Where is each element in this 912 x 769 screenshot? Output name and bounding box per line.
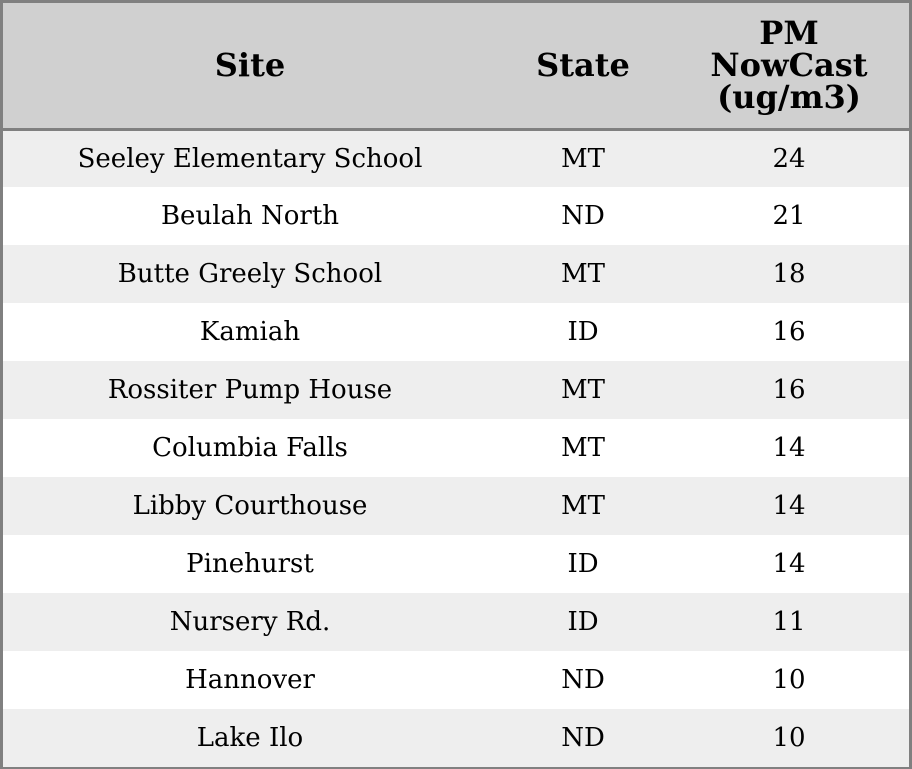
cell-state: ND — [561, 201, 605, 231]
cell-state: ND — [561, 723, 605, 753]
column-header-site: Site — [3, 3, 497, 129]
table-row — [3, 593, 909, 651]
cell-site: Lake Ilo — [196, 723, 304, 753]
cell-state: MT — [561, 433, 605, 463]
table-row — [3, 303, 909, 361]
cell-state: MT — [561, 259, 605, 289]
cell-pm-nowcast: 10 — [772, 665, 806, 695]
table-body — [3, 129, 909, 767]
cell-state: MT — [561, 375, 605, 405]
cell-state: MT — [561, 143, 605, 174]
cell-site: Libby Courthouse — [132, 491, 368, 521]
cell-pm-nowcast: 14 — [772, 433, 806, 463]
cell-site: Kamiah — [199, 317, 301, 347]
cell-state: ID — [567, 317, 599, 347]
table-row — [3, 651, 909, 709]
cell-pm-nowcast: 14 — [772, 491, 806, 521]
cell-pm-nowcast: 21 — [772, 201, 806, 231]
cell-state: ND — [561, 665, 605, 695]
cell-site: Hannover — [185, 665, 315, 695]
cell-state: MT — [561, 491, 605, 521]
column-header-pm-line-1: PM — [759, 14, 819, 53]
table-row — [3, 419, 909, 477]
cell-site: Pinehurst — [186, 549, 314, 579]
cell-site: Beulah North — [160, 201, 340, 231]
column-header-pm-line-3: (ug/m3) — [717, 78, 861, 117]
cell-pm-nowcast: 10 — [772, 723, 806, 753]
table-row — [3, 129, 909, 187]
table-row — [3, 477, 909, 535]
column-header-pm-line-2: NowCast — [710, 46, 868, 85]
cell-site: Nursery Rd. — [169, 607, 331, 637]
table-row — [3, 361, 909, 419]
cell-pm-nowcast: 16 — [772, 317, 806, 347]
table-row — [3, 709, 909, 767]
cell-pm-nowcast: 18 — [772, 259, 806, 289]
column-header-pm-nowcast — [669, 3, 909, 129]
cell-state: ID — [567, 549, 599, 579]
cell-pm-nowcast: 14 — [772, 549, 806, 579]
column-header-state: State — [497, 3, 669, 129]
cell-pm-nowcast: 24 — [772, 143, 806, 174]
cell-pm-nowcast: 11 — [772, 607, 806, 637]
cell-site: Rossiter Pump House — [107, 375, 393, 405]
pm-nowcast-table — [3, 3, 909, 767]
cell-state: ID — [567, 607, 599, 637]
table-row — [3, 535, 909, 593]
cell-site: Seeley Elementary School — [77, 143, 423, 174]
cell-site: Butte Greely School — [117, 259, 383, 289]
cell-pm-nowcast: 16 — [772, 375, 806, 405]
table-header-row — [3, 3, 909, 129]
cell-site: Columbia Falls — [152, 433, 348, 463]
table-row — [3, 187, 909, 245]
table-row — [3, 245, 909, 303]
